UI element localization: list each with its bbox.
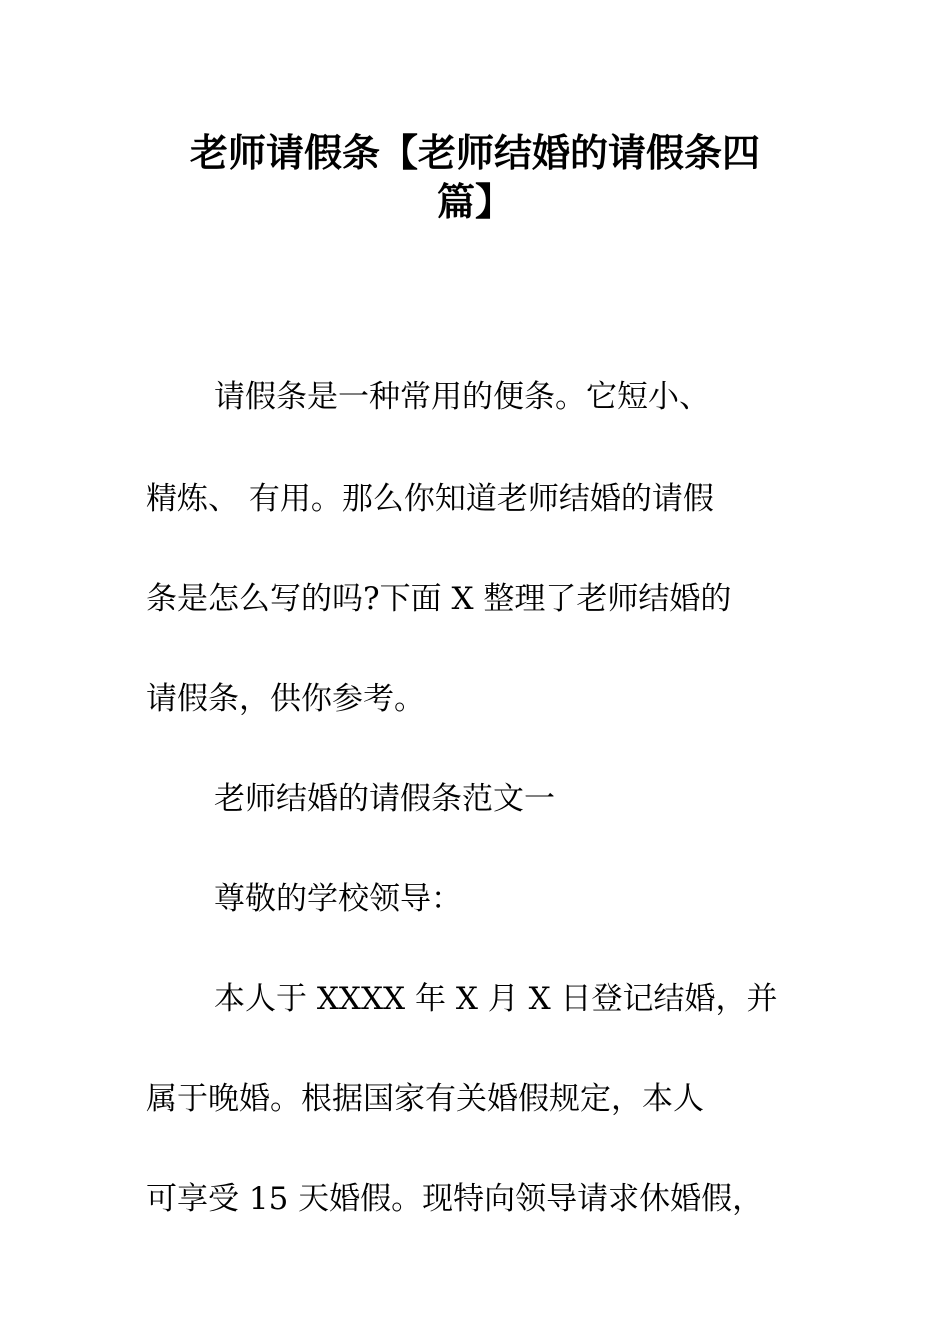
- document-title-line-1: 老师请假条【老师结婚的请假条四: [189, 130, 760, 175]
- paragraph-line: 请假条，供你参考。: [146, 681, 425, 717]
- paragraph-line: 属于晚婚。根据国家有关婚假规定，本人: [146, 1081, 704, 1117]
- paragraph-line: 条是怎么写的吗?下面 X 整理了老师结婚的: [146, 581, 732, 617]
- paragraph-line: 本人于 XXXX 年 X 月 X 日登记结婚，并: [214, 981, 778, 1017]
- paragraph-line: 精炼、 有用。那么你知道老师结婚的请假: [146, 481, 714, 517]
- paragraph-line: 可享受 15 天婚假。现特向领导请求休婚假，: [146, 1181, 764, 1217]
- document-title-line-2: 篇】: [436, 179, 513, 224]
- section-heading: 老师结婚的请假条范文一: [214, 781, 555, 817]
- salutation: 尊敬的学校领导：: [214, 881, 462, 917]
- paragraph-line: 请假条是一种常用的便条。它短小、: [214, 379, 710, 415]
